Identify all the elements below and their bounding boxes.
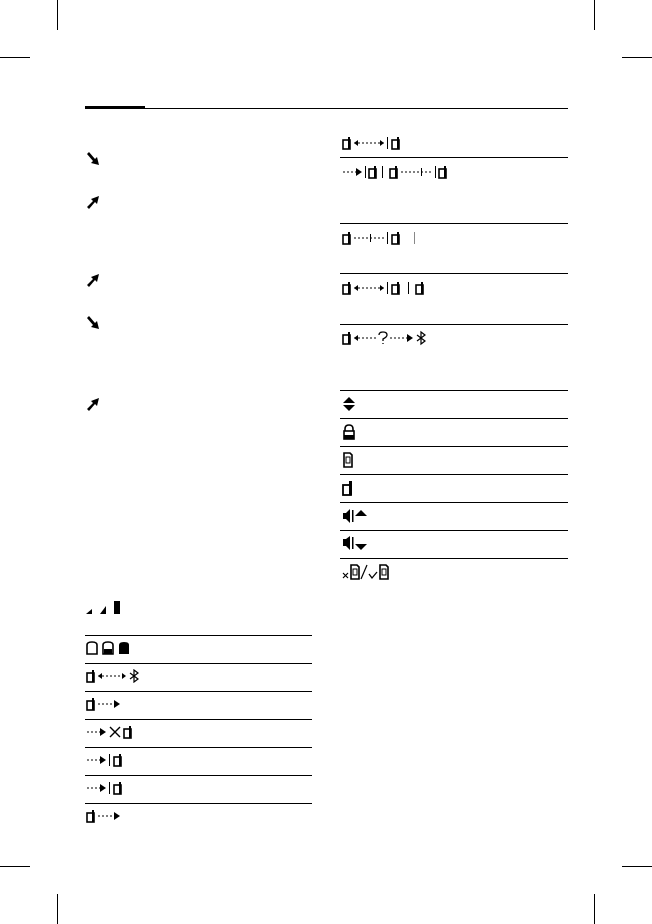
- table-rule: [340, 418, 568, 419]
- table-rule: [85, 719, 312, 720]
- phone-query-bluetooth-icon: [342, 330, 432, 346]
- transfer-failed-phone-icon: [86, 725, 138, 739]
- crop-mark: [0, 866, 30, 867]
- table-rule: [340, 390, 568, 391]
- table-rule: [340, 502, 568, 503]
- phone-to-phone-transfer-icon: [342, 136, 412, 150]
- signal-strength-bars-icon: [84, 600, 126, 616]
- receive-to-phone-icon: [86, 781, 130, 795]
- table-rule: [340, 530, 568, 531]
- multi-phone-transfer-icon: [342, 164, 452, 180]
- table-rule: [85, 635, 312, 636]
- sim-toggle-icon: [342, 564, 396, 580]
- call-outgoing-arrow-icon: [84, 270, 104, 290]
- table-rule: [340, 157, 568, 158]
- phone-dotted-transfer-icon: [342, 230, 418, 246]
- table-rule: [340, 273, 568, 274]
- table-rule: [85, 803, 312, 804]
- table-rule: [340, 324, 568, 325]
- up-down-scroll-icon: [342, 396, 356, 412]
- crop-mark: [594, 0, 595, 30]
- phone-bluetooth-transfer-icon: [86, 669, 146, 683]
- call-outgoing-arrow-icon: [84, 394, 104, 414]
- table-rule: [85, 663, 312, 664]
- table-rule: [340, 558, 568, 559]
- crop-mark: [0, 57, 30, 58]
- call-outgoing-arrow-icon: [84, 192, 104, 212]
- call-incoming-arrow-icon: [84, 150, 104, 170]
- battery-level-icon: [86, 641, 136, 655]
- volume-up-icon: [342, 508, 370, 524]
- call-incoming-arrow-icon: [84, 314, 104, 334]
- table-rule: [85, 775, 312, 776]
- handset-icon: [342, 480, 356, 496]
- phone-send-arrow-icon: [86, 809, 126, 823]
- receive-to-phone-icon: [86, 753, 130, 767]
- crop-mark: [594, 894, 595, 924]
- crop-mark: [57, 0, 58, 30]
- crop-mark: [622, 866, 652, 867]
- table-rule: [340, 474, 568, 475]
- table-rule: [85, 747, 312, 748]
- table-rule: [340, 223, 568, 224]
- sim-card-icon: [342, 452, 354, 468]
- header-rule-thin: [85, 108, 568, 109]
- lock-icon: [342, 424, 356, 440]
- table-rule: [85, 691, 312, 692]
- crop-mark: [57, 894, 58, 924]
- volume-down-icon: [342, 536, 370, 552]
- phone-bidirectional-transfer-icon: [342, 280, 432, 296]
- phone-send-arrow-icon: [86, 697, 126, 711]
- crop-mark: [622, 57, 652, 58]
- table-rule: [340, 446, 568, 447]
